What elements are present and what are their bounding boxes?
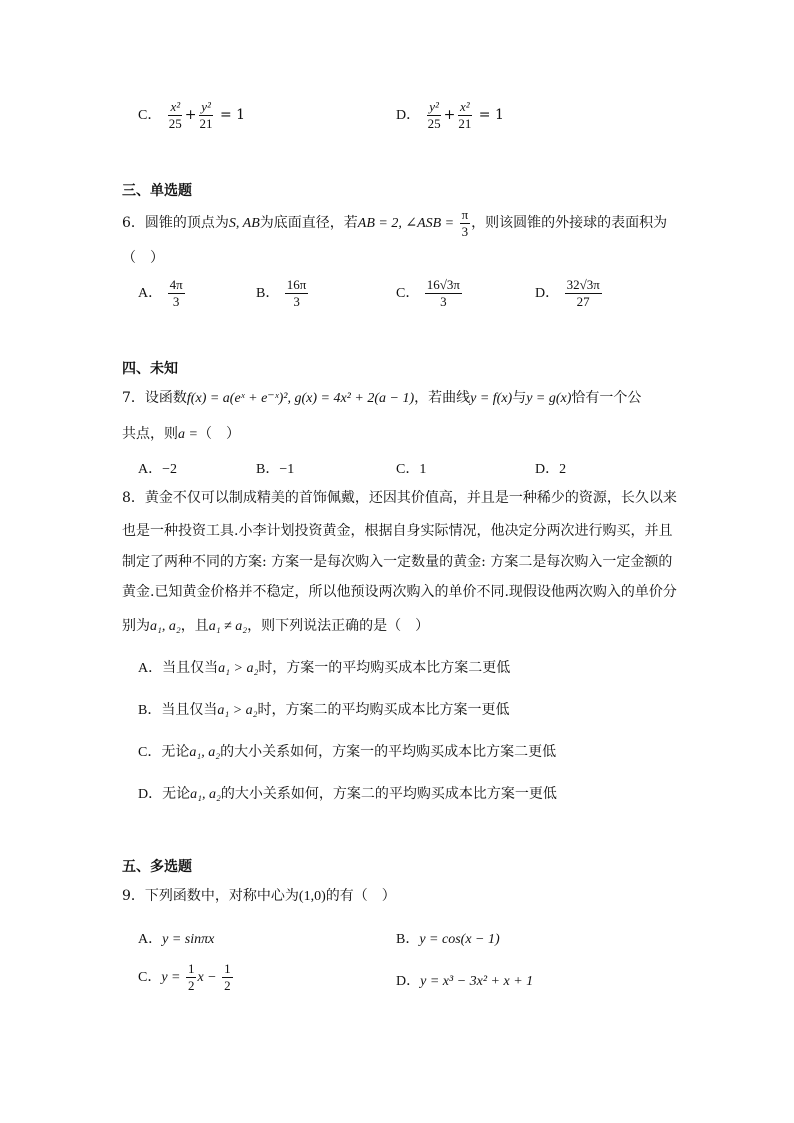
fraction: $\frac{1}{2}$ <box>187 961 195 993</box>
question-7-option-c: C．1 <box>396 462 427 477</box>
question-6-option-a: A． $\frac{4\pi}{3}$ <box>138 277 183 309</box>
section-heading-single-choice: 三、单选题 <box>122 183 192 199</box>
question-7-stem-line2: 共点，则a =（ ） <box>122 426 240 442</box>
section-heading-unknown: 四、未知 <box>122 361 178 377</box>
option-c-top: C． $\frac{\text{x²}}{25}$ + $\frac{\text{y²}}{21}$ = 1 <box>138 99 246 131</box>
fraction: $\frac{4\pi}{3}$ <box>169 277 183 309</box>
question-7-stem: 7．设函数f(x) = a(eˣ + e⁻ˣ)², g(x) = 4x² + 2(a − 1)，若曲线y = f(x)与y = g(x)恰有一个公 <box>122 390 642 406</box>
fraction: $\frac{1}{2}$ <box>224 961 231 993</box>
fraction: $\frac{\pi}{3}$ <box>461 207 469 239</box>
question-6-option-c: C． $\frac{16√3\pi}{3}$ <box>396 277 460 309</box>
question-8-option-a: A．当且仅当a₁ > a₂时，方案一的平均购买成本比方案二更低 <box>138 660 511 676</box>
fraction: $\frac{\text{y²}}{21}$ <box>199 99 213 131</box>
question-8-line-3: 制定了两种不同的方案: 方案一是每次购入一定数量的黄金: 方案二是每次购入一定金额的 <box>122 554 673 570</box>
question-6-option-d: D． $\frac{32√3\pi}{27}$ <box>535 277 600 309</box>
fraction: $\frac{\text{x²}}{25}$ <box>168 99 182 131</box>
question-6-stem: 6．圆锥的顶点为S, AB为底面直径，若AB = 2, ∠ASB = $\frac{\pi}{3}$ ，则该圆锥的外接球的表面积为 <box>122 207 668 239</box>
fraction: $\frac{16\pi}{3}$ <box>286 277 307 309</box>
question-9-stem: 9．下列函数中，对称中心为(1,0)的有（ ） <box>122 888 396 904</box>
question-8-line-1: 8．黄金不仅可以制成精美的首饰佩戴，还因其价值高，并且是一种稀少的资源，长久以来 <box>122 490 677 506</box>
section-heading-multiple-choice: 五、多选题 <box>122 859 192 875</box>
question-7-option-b: B．−1 <box>256 462 295 477</box>
question-8-line-4: 黄金.已知黄金价格并不稳定，所以他预设两次购入的单价不同.现假设他两次购入的单价分 <box>122 584 677 600</box>
option-label: D． <box>396 108 421 124</box>
question-6-option-b: B． $\frac{16\pi}{3}$ <box>256 277 307 309</box>
question-8-option-d: D．无论a₁, a₂的大小关系如何，方案二的平均购买成本比方案一更低 <box>138 786 557 802</box>
question-7-option-a: A．−2 <box>138 462 178 477</box>
fraction: $\frac{\text{x²}}{21}$ <box>458 99 472 131</box>
question-8-option-b: B．当且仅当a₁ > a₂时，方案二的平均购买成本比方案一更低 <box>138 702 510 718</box>
question-9-option-b: B．y = cos(x − 1) <box>396 932 500 947</box>
question-8-line-2: 也是一种投资工具.小李计划投资黄金，根据自身实际情况，他决定分两次进行购买，并且 <box>122 523 673 539</box>
option-d-top: D． $\frac{\text{y²}}{25}$ + $\frac{\text{x²}}{21}$ = 1 <box>396 99 504 131</box>
question-9-option-a: A．y = sinπx <box>138 932 215 947</box>
fraction: $\frac{32√3\pi}{27}$ <box>566 277 600 309</box>
fraction: $\frac{16√3\pi}{3}$ <box>426 277 460 309</box>
fraction: $\frac{\text{y²}}{25}$ <box>427 99 441 131</box>
question-6-paren: （ ） <box>122 250 164 266</box>
question-8-option-c: C．无论a₁, a₂的大小关系如何，方案一的平均购买成本比方案二更低 <box>138 744 557 760</box>
question-7-option-d: D．2 <box>535 462 567 477</box>
question-9-option-d: D．y = x³ − 3x² + x + 1 <box>396 974 534 989</box>
option-label: C． <box>138 108 162 124</box>
question-8-line-5: 别为a₁, a₂，且a₁ ≠ a₂，则下列说法正确的是（ ） <box>122 618 430 634</box>
question-9-option-c: C．y = $\frac{1}{2}$ x − $\frac{1}{2}$ <box>138 961 231 993</box>
